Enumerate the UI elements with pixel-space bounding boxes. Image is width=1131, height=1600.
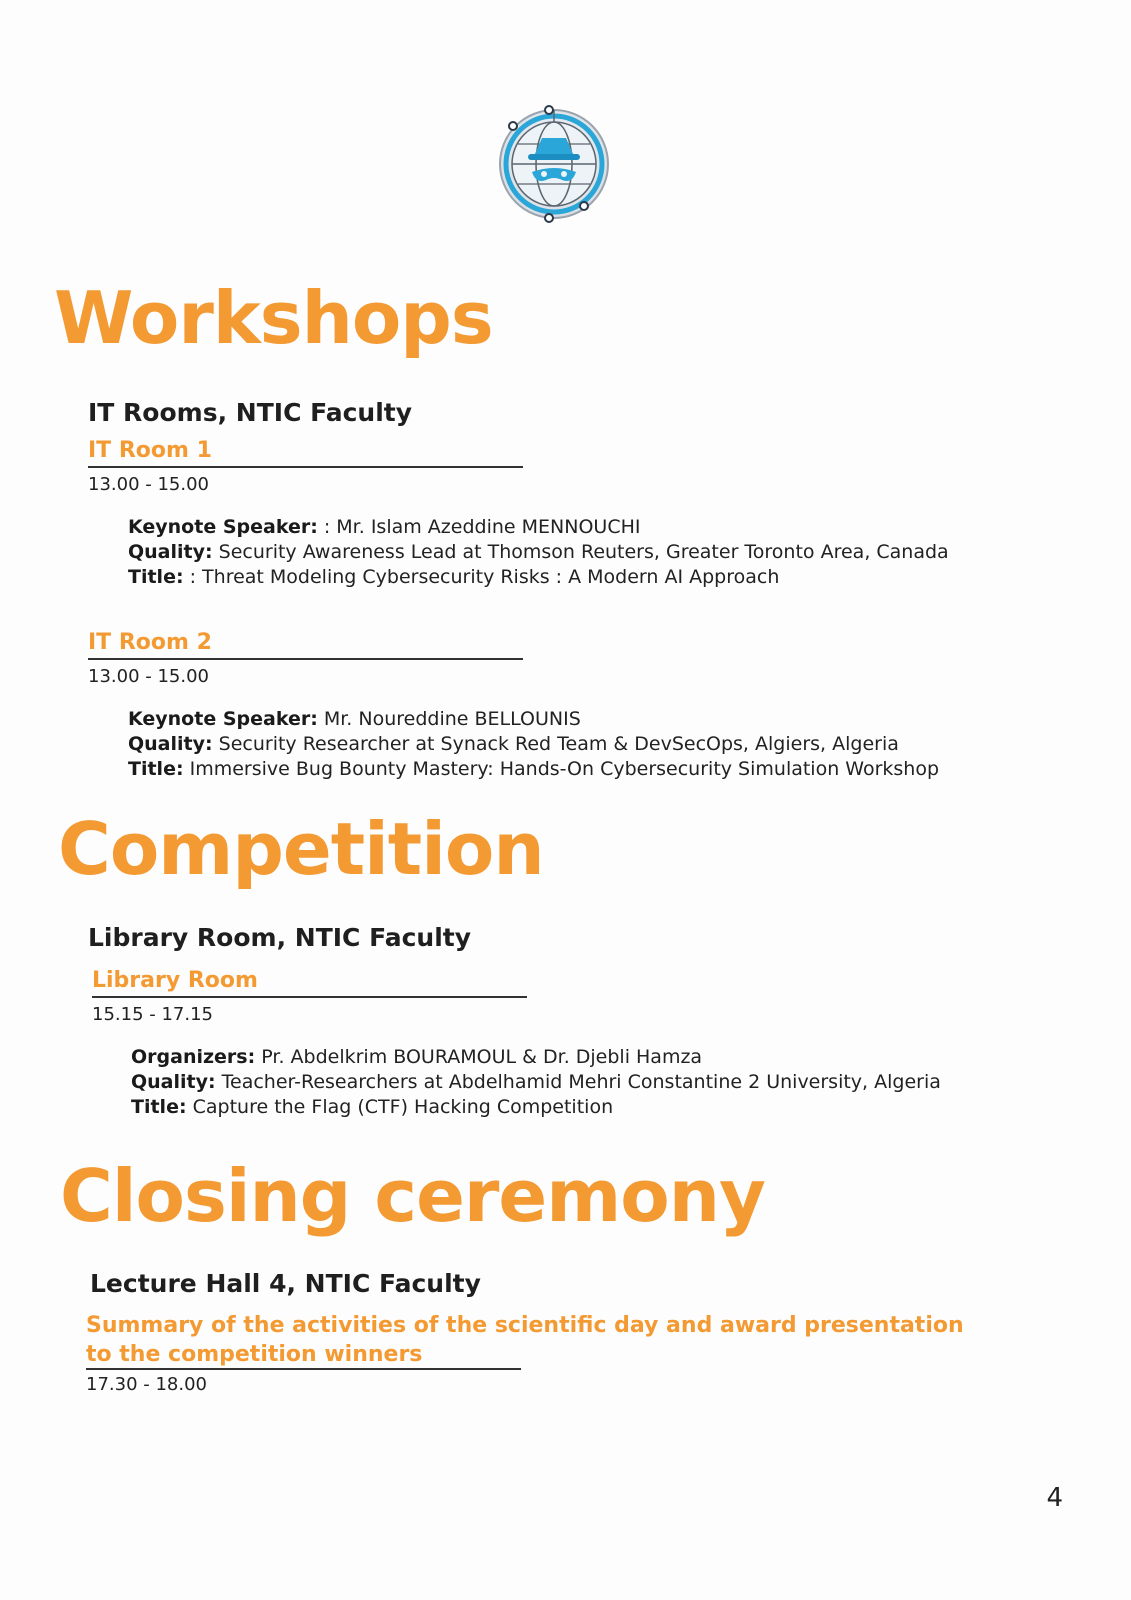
title-value: Immersive Bug Bounty Mastery: Hands-On Cybersecurity Simulation Workshop	[189, 758, 940, 780]
room-2-details	[128, 707, 939, 782]
competition-title	[131, 1095, 941, 1120]
workshops-heading: Workshops	[54, 276, 493, 360]
competition-quality	[131, 1070, 941, 1095]
competition-time: 15.15 - 17.15	[92, 1004, 213, 1025]
organizers-value: Pr. Abdelkrim BOURAMOUL & Dr. Djebli Hamza	[261, 1046, 703, 1068]
title-value: : Threat Modeling Cybersecurity Risks : A Modern AI Approach	[189, 566, 780, 588]
quality-value: Teacher-Researchers at Abdelhamid Mehri Constantine 2 University, Algeria	[221, 1071, 941, 1093]
quality-value: Security Awareness Lead at Thomson Reuters, Greater Toronto Area, Canada	[218, 541, 949, 563]
room-2-time: 13.00 - 15.00	[88, 666, 209, 687]
room-2-speaker	[128, 707, 939, 732]
summary-line-1: Summary of the activities of the scientific day and award presentation	[86, 1313, 964, 1338]
page-number: 4	[1046, 1483, 1063, 1513]
title-value: Capture the Flag (CTF) Hacking Competition	[192, 1096, 614, 1118]
title-label: Title:	[128, 758, 184, 780]
quality-label: Quality:	[128, 733, 213, 755]
competition-heading: Competition	[58, 807, 544, 891]
room-2-quality	[128, 732, 939, 757]
organizers-label: Organizers:	[131, 1046, 256, 1068]
room-2-label: IT Room 2	[88, 629, 523, 660]
organizers-line	[131, 1045, 941, 1070]
closing-venue: Lecture Hall 4, NTIC Faculty	[90, 1269, 481, 1298]
title-label: Title:	[128, 566, 184, 588]
room-1-label: IT Room 1	[88, 437, 523, 468]
title-label: Title:	[131, 1096, 187, 1118]
library-room-label: Library Room	[92, 967, 527, 998]
room-2-title	[128, 757, 939, 782]
speaker-label: Keynote Speaker:	[128, 516, 318, 538]
summary-line-2: to the competition winners	[86, 1342, 423, 1367]
speaker-value: : Mr. Islam Azeddine MENNOUCHI	[323, 516, 641, 538]
globe-hacker-logo-icon	[496, 104, 620, 228]
speaker-label: Keynote Speaker:	[128, 708, 318, 730]
speaker-value: Mr. Noureddine BELLOUNIS	[323, 708, 581, 730]
room-1-details	[128, 515, 949, 590]
room-1-time: 13.00 - 15.00	[88, 474, 209, 495]
quality-value: Security Researcher at Synack Red Team & DevSecOps, Algiers, Algeria	[218, 733, 899, 755]
quality-label: Quality:	[128, 541, 213, 563]
competition-details	[131, 1045, 941, 1120]
room-1-speaker	[128, 515, 949, 540]
closing-summary	[86, 1311, 964, 1369]
closing-summary-underline	[86, 1368, 521, 1370]
competition-venue: Library Room, NTIC Faculty	[88, 923, 472, 952]
workshops-venue: IT Rooms, NTIC Faculty	[88, 398, 413, 427]
closing-heading: Closing ceremony	[60, 1154, 765, 1238]
closing-time: 17.30 - 18.00	[86, 1374, 207, 1395]
room-1-title	[128, 565, 949, 590]
room-1-quality	[128, 540, 949, 565]
quality-label: Quality:	[131, 1071, 216, 1093]
